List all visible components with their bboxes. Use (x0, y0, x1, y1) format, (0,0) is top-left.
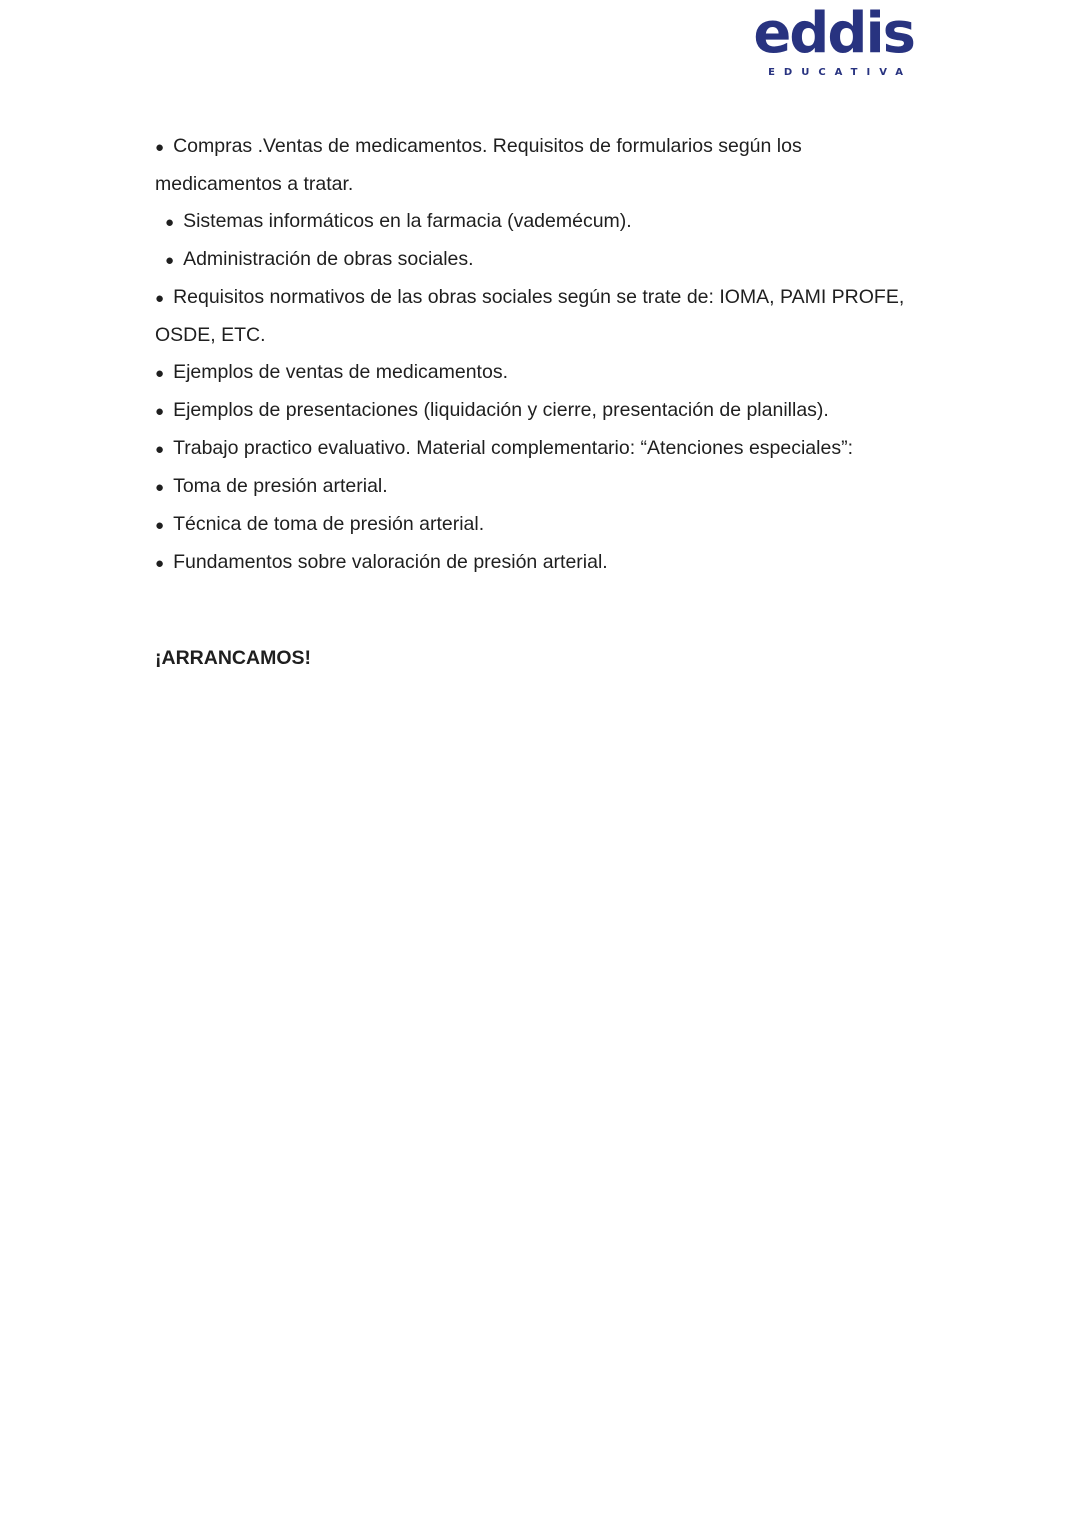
bullet-icon: ● (165, 214, 175, 231)
bullet-icon: ● (155, 290, 165, 307)
list-item-text: Ejemplos de ventas de medicamentos. (173, 361, 508, 383)
list-item (155, 241, 925, 279)
list-item (155, 128, 925, 203)
list-item-text: Compras .Ventas de medicamentos. Requisitos de formularios según los medicamentos a tratar. (155, 135, 802, 195)
list-item (155, 468, 925, 506)
eddis-logo-wordmark: eddis (753, 1, 914, 66)
bullet-icon: ● (155, 441, 165, 458)
list-item (155, 430, 925, 468)
bullet-icon: ● (155, 479, 165, 496)
list-item-text: Sistemas informáticos en la farmacia (vademécum). (183, 210, 632, 232)
bullet-icon: ● (155, 403, 165, 420)
bullet-list (155, 128, 925, 582)
list-item-text: Administración de obras sociales. (183, 248, 474, 270)
list-item (155, 279, 925, 354)
list-item-text: Fundamentos sobre valoración de presión arterial. (173, 551, 608, 573)
list-item-text: Ejemplos de presentaciones (liquidación y cierre, presentación de planillas). (173, 399, 829, 421)
list-item (155, 354, 925, 392)
eddis-logo (753, 1, 914, 78)
document-body (155, 128, 925, 677)
list-item-text: Técnica de toma de presión arterial. (173, 513, 485, 535)
bullet-icon: ● (155, 555, 165, 572)
list-item (155, 203, 925, 241)
list-item-text: Requisitos normativos de las obras sociales según se trate de: IOMA, PAMI PROFE, OSDE, ETC. (155, 286, 905, 346)
list-item-text: Trabajo practico evaluativo. Material complementario: “Atenciones especiales”: (173, 437, 853, 459)
bullet-icon: ● (155, 365, 165, 382)
list-item (155, 506, 925, 544)
eddis-logo-tagline: EDUCATIVA (768, 67, 912, 78)
list-item-text: Toma de presión arterial. (173, 475, 388, 497)
bullet-icon: ● (165, 252, 175, 269)
bullet-icon: ● (155, 517, 165, 534)
list-item (155, 392, 925, 430)
list-item (155, 544, 925, 582)
closing-text: ¡ARRANCAMOS! (155, 647, 311, 669)
bullet-icon: ● (155, 139, 165, 156)
